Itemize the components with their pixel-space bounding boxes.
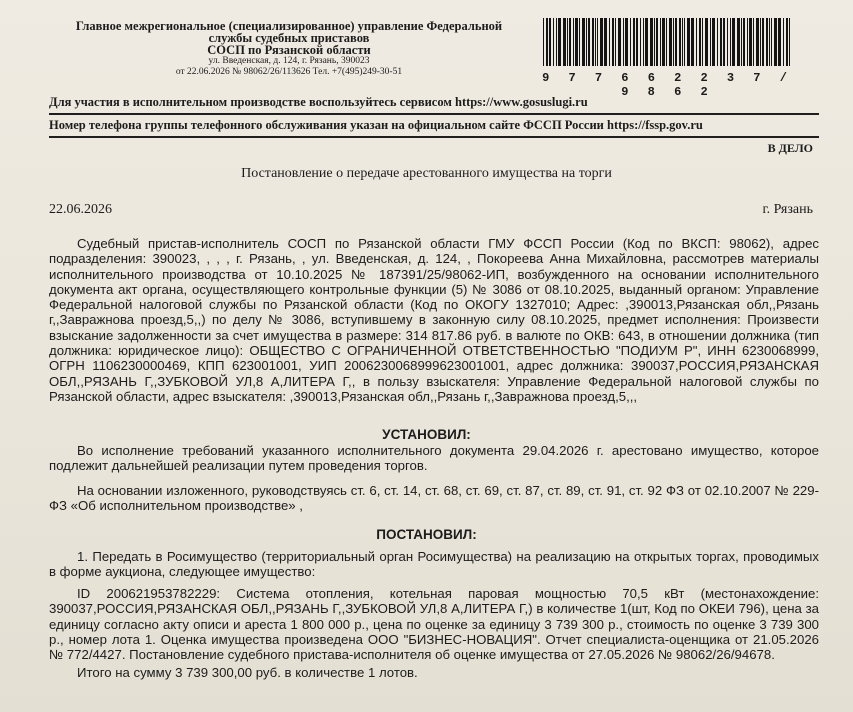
intro-text: Судебный пристав-исполнитель СОСП по Рязанской области ГМУ ФССП России (Код по ВКСП: 98062), адрес подразделения: 390023, , , , г. Рязань, , ул. Введенская, д. 124, , Покореева Анна Михайловна, рассмотрев материалы исполнительного производства от 10.10.2025 № 187391/25/98062-ИП, возбужденного на основании исполнительного документа акт органа, осуществляющего контрольные функции (5) № 3086 от 08.10.2025, выданный органом: Управление Федеральной налоговой службы по Рязанской области (Код по ОКОГУ 1327010; Адрес: ,390013,Рязанская обл,,Рязань г,,Завражнова проезд,5,,) по делу № 3086, вступившему в законную силу 08.10.2025, предмет исполнения: Произвести взыскание задолженности за счет имущества в размере: 314 817.86 руб. в валюте по ОКВ: 643, в отношении должника (тип должника: юридическое лицо): ОБЩЕСТВО С ОГРАНИЧЕННОЙ ОТВЕТСТВЕННОСТЬЮ "ПОДИУМ Р", ИНН 6230068999, ОГРН 1106230000469, КПП 623001001, УИП 200623006899962300100​1, адрес должника: 390037,РОССИЯ,РЯЗАНСКАЯ ОБЛ,,РЯЗАНЬ Г,,ЗУБКОВОЙ УЛ,8 А,ЛИТЕРА Г,, в пользу взыскателя: Управление Федеральной налоговой службы по Рязанской области, адрес взыскателя: ,390013,Рязанская обл,,Рязань г,,Завражнова проезд,5,,,: [49, 236, 819, 404]
issuer-header: [50, 20, 528, 78]
divider: [49, 113, 819, 115]
divider: [49, 136, 819, 138]
property-text: ID 200621953782229: Система отопления, котельная паровая мощностью 70,5 кВт (местонахождение: 390037,РОССИЯ,РЯЗАНСКАЯ ОБЛ,,РЯЗАНЬ Г,,ЗУБКОВОЙ УЛ,8 А,ЛИТЕРА Г,) в количестве 1(шт, Код по ОКЕИ 796), цена за единицу согласно акту описи и ареста 1 800 000 р., цена по оценке за единицу 3 739 300 р., стоимость по оценке 3 739 300 р., номер лота 1. Оценка имущества произведена ООО "БИЗНЕС-НОВАЦИЯ". Отчет специалиста-оценщика от 21.05.2026 № 772/4427. Постановление судебного пристава-исполнителя об оценке имущества от 27.05.2026 № 98062/26/94678.: [49, 586, 819, 663]
total-paragraph: [49, 665, 819, 680]
total-text: Итого на сумму 3 739 300,00 руб. в количестве 1 лотов.: [77, 665, 418, 680]
phone-notice: Номер телефона группы телефонного обслуживания указан на официальном сайте ФССП России https://fssp.gov.ru: [49, 118, 703, 132]
gosuslugi-notice: Для участия в исполнительном производстве воспользуйтесь сервисом https://www.gosuslugi.ru: [49, 95, 588, 109]
ustanovil-text: Во исполнение требований указанного исполнительного документа 29.04.2026 г. арестовано имущество, которое подлежит дальнейшей реализации путем проведения торгов.: [49, 443, 819, 474]
org-name-line1: Главное межрегиональное (специализированное) управление Федеральной: [75, 19, 503, 33]
ustanovil-paragraph: [49, 443, 819, 474]
barcode: [541, 18, 794, 99]
doc-ref-phone: от 22.06.2026 № 98062/26/113626 Тел. +7(495)249-30-51: [175, 67, 403, 77]
section-heading-postanovil: ПОСТАНОВИЛ:: [376, 527, 477, 542]
file-stamp: В ДЕЛО: [767, 141, 813, 155]
org-name-line2: службы судебных приставов: [208, 31, 370, 45]
document-date: 22.06.2026: [49, 202, 112, 217]
document-city: г. Рязань: [762, 202, 813, 217]
org-name-line3: СОСП по Рязанской области: [207, 43, 371, 57]
org-address: ул. Введенская, д. 124, г. Рязань, 390023: [208, 56, 370, 66]
basis-text: На основании изложенного, руководствуясь ст. 6, ст. 14, ст. 68, ст. 69, ст. 87, ст. 89, ст. 91, ст. 92 ФЗ от 02.10.2007 № 229-ФЗ «Об исполнительном производстве» ,: [49, 483, 819, 514]
section-heading-ustanovil: УСТАНОВИЛ:: [382, 427, 471, 442]
document-title: Постановление о передаче арестованного имущества на торги: [241, 166, 612, 181]
barcode-bars: [541, 18, 794, 68]
basis-paragraph: [49, 483, 819, 514]
property-paragraph: [49, 586, 819, 662]
intro-paragraph: [49, 236, 819, 404]
item1-paragraph: [49, 549, 819, 580]
barcode-digits: 9 7 7 6 6 2 2 3 7 / 9 8 6 2: [542, 71, 793, 99]
item1-text: 1. Передать в Росимущество (территориальный орган Росимущества) на реализацию на открытых торгах, проводимых в форме аукциона, следующее имущество:: [49, 549, 819, 580]
